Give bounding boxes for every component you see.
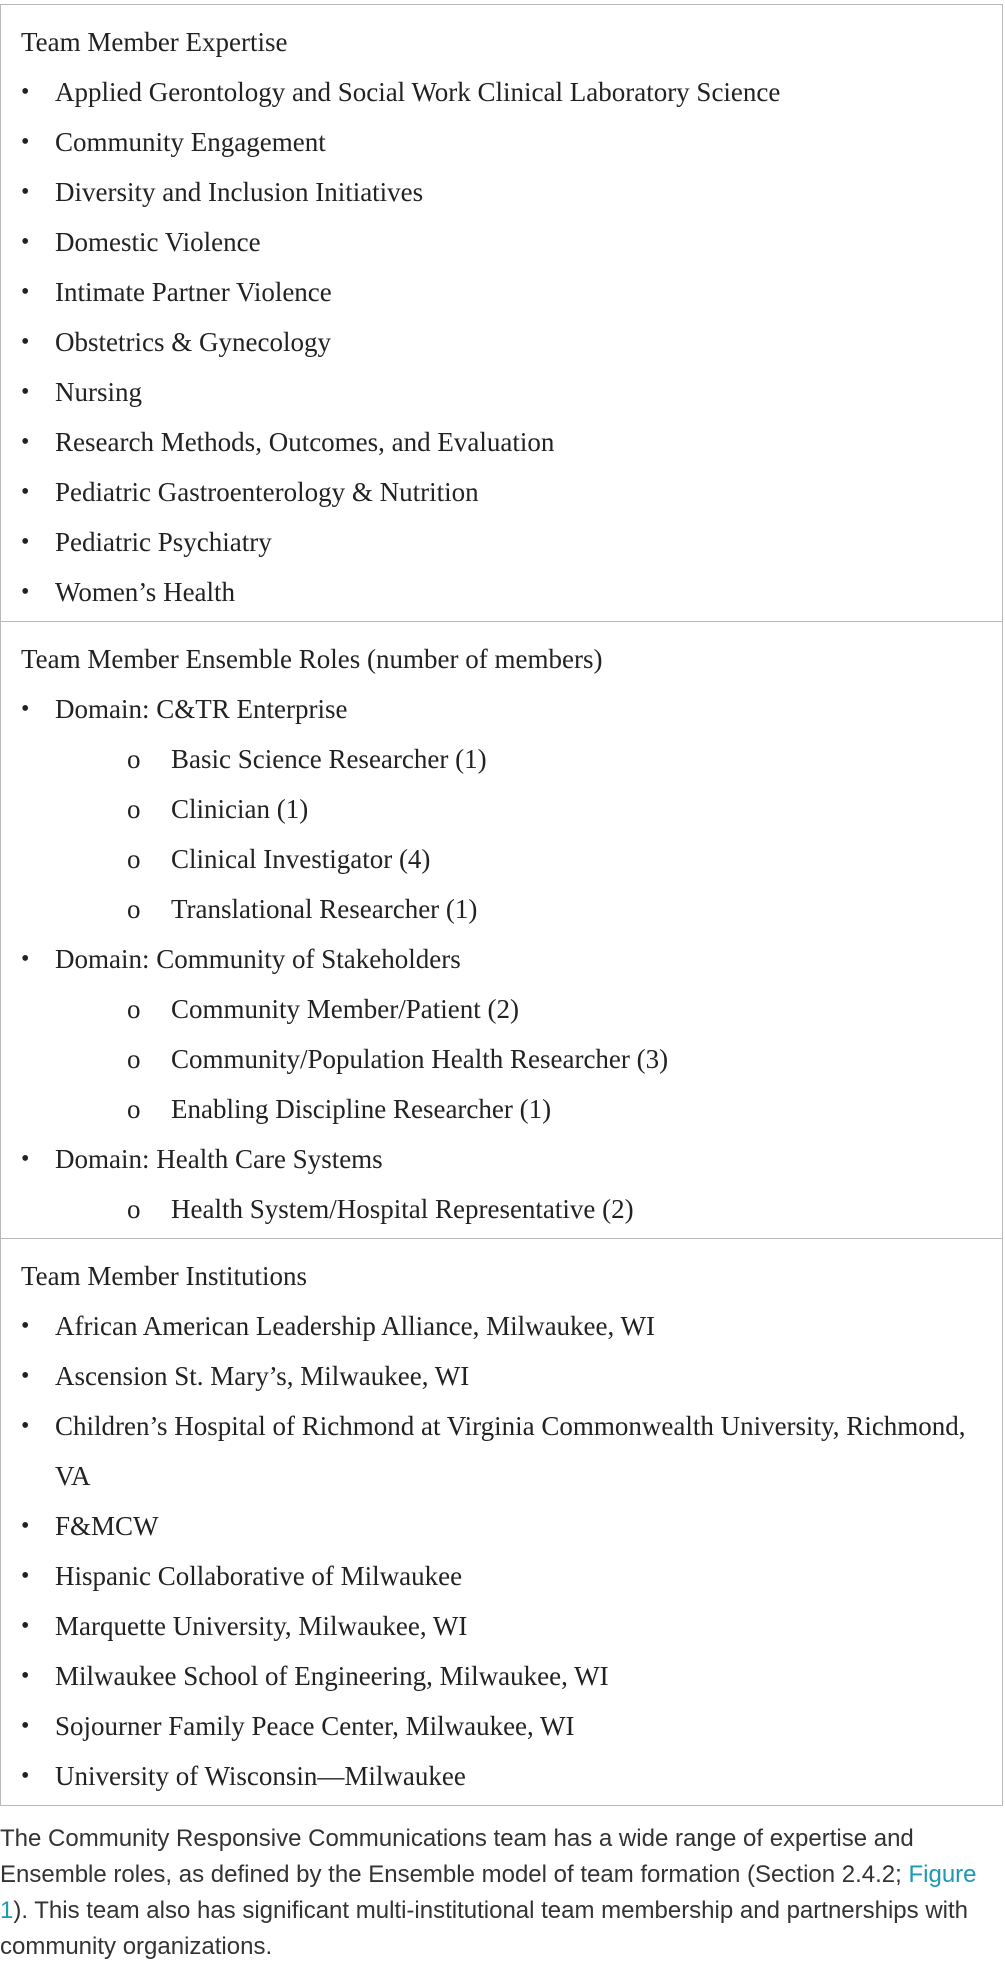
- institution-item: • Children’s Hospital of Richmond at Virginia Commonwealth University, Richmond, VA: [21, 1401, 1002, 1501]
- expertise-item: • Obstetrics & Gynecology: [21, 317, 1002, 367]
- table-caption: [0, 1821, 990, 1965]
- expertise-item: • Domestic Violence: [21, 217, 1002, 267]
- roles-title: Team Member Ensemble Roles (number of members): [21, 644, 603, 674]
- role-item: o Enabling Discipline Researcher (1): [21, 1084, 1002, 1134]
- expertise-item: • Diversity and Inclusion Initiatives: [21, 167, 1002, 217]
- institution-item: • Hispanic Collaborative of Milwaukee: [21, 1551, 1002, 1601]
- domain-item: • Domain: Health Care Systems: [21, 1134, 1002, 1184]
- role-item: o Translational Researcher (1): [21, 884, 1002, 934]
- expertise-section: [1, 5, 1002, 621]
- role-item: o Health System/Hospital Representative (2): [21, 1184, 1002, 1234]
- institutions-title: Team Member Institutions: [21, 1261, 308, 1291]
- institution-item: • Ascension St. Mary’s, Milwaukee, WI: [21, 1351, 1002, 1401]
- expertise-item: • Community Engagement: [21, 117, 1002, 167]
- roles-section: [1, 621, 1002, 1238]
- institution-item: • African American Leadership Alliance, Milwaukee, WI: [21, 1301, 1002, 1351]
- role-item: o Community/Population Health Researcher (3): [21, 1034, 1002, 1084]
- caption-text-start: The Community Responsive Communications team has a wide range of expertise and Ensemble roles, as defined by the Ensemble model of team formation (Section 2.4.2;: [0, 1825, 914, 1888]
- role-item: o Clinical Investigator (4): [21, 834, 1002, 884]
- figure-1-link[interactable]: Figure 1: [0, 1861, 977, 1924]
- institution-item: • Sojourner Family Peace Center, Milwaukee, WI: [21, 1701, 1002, 1751]
- institution-item: • University of Wisconsin—Milwaukee: [21, 1751, 1002, 1801]
- domain-item: • Domain: Community of Stakeholders: [21, 934, 1002, 984]
- domain-item: • Domain: C&TR Enterprise: [21, 684, 1002, 734]
- expertise-item: • Pediatric Psychiatry: [21, 517, 1002, 567]
- expertise-item: • Applied Gerontology and Social Work Clinical Laboratory Science: [21, 67, 1002, 117]
- team-composition-table: [0, 4, 1003, 1806]
- role-item: o Basic Science Researcher (1): [21, 734, 1002, 784]
- institutions-list: [21, 1301, 1002, 1801]
- expertise-item: • Intimate Partner Violence: [21, 267, 1002, 317]
- institution-item: • Milwaukee School of Engineering, Milwaukee, WI: [21, 1651, 1002, 1701]
- expertise-item: • Pediatric Gastroenterology & Nutrition: [21, 467, 1002, 517]
- caption-text-end: ). This team also has significant multi-institutional team membership and partnerships with community organizations.: [0, 1897, 969, 1960]
- institutions-section: [1, 1238, 1002, 1805]
- expertise-title: Team Member Expertise: [21, 27, 288, 57]
- institution-item: • Marquette University, Milwaukee, WI: [21, 1601, 1002, 1651]
- expertise-item: • Nursing: [21, 367, 1002, 417]
- roles-list: [21, 684, 1002, 1234]
- role-item: o Clinician (1): [21, 784, 1002, 834]
- institution-item: • F&MCW: [21, 1501, 1002, 1551]
- expertise-item: • Research Methods, Outcomes, and Evaluation: [21, 417, 1002, 467]
- expertise-item: • Women’s Health: [21, 567, 1002, 617]
- role-item: o Community Member/Patient (2): [21, 984, 1002, 1034]
- expertise-list: [21, 67, 1002, 617]
